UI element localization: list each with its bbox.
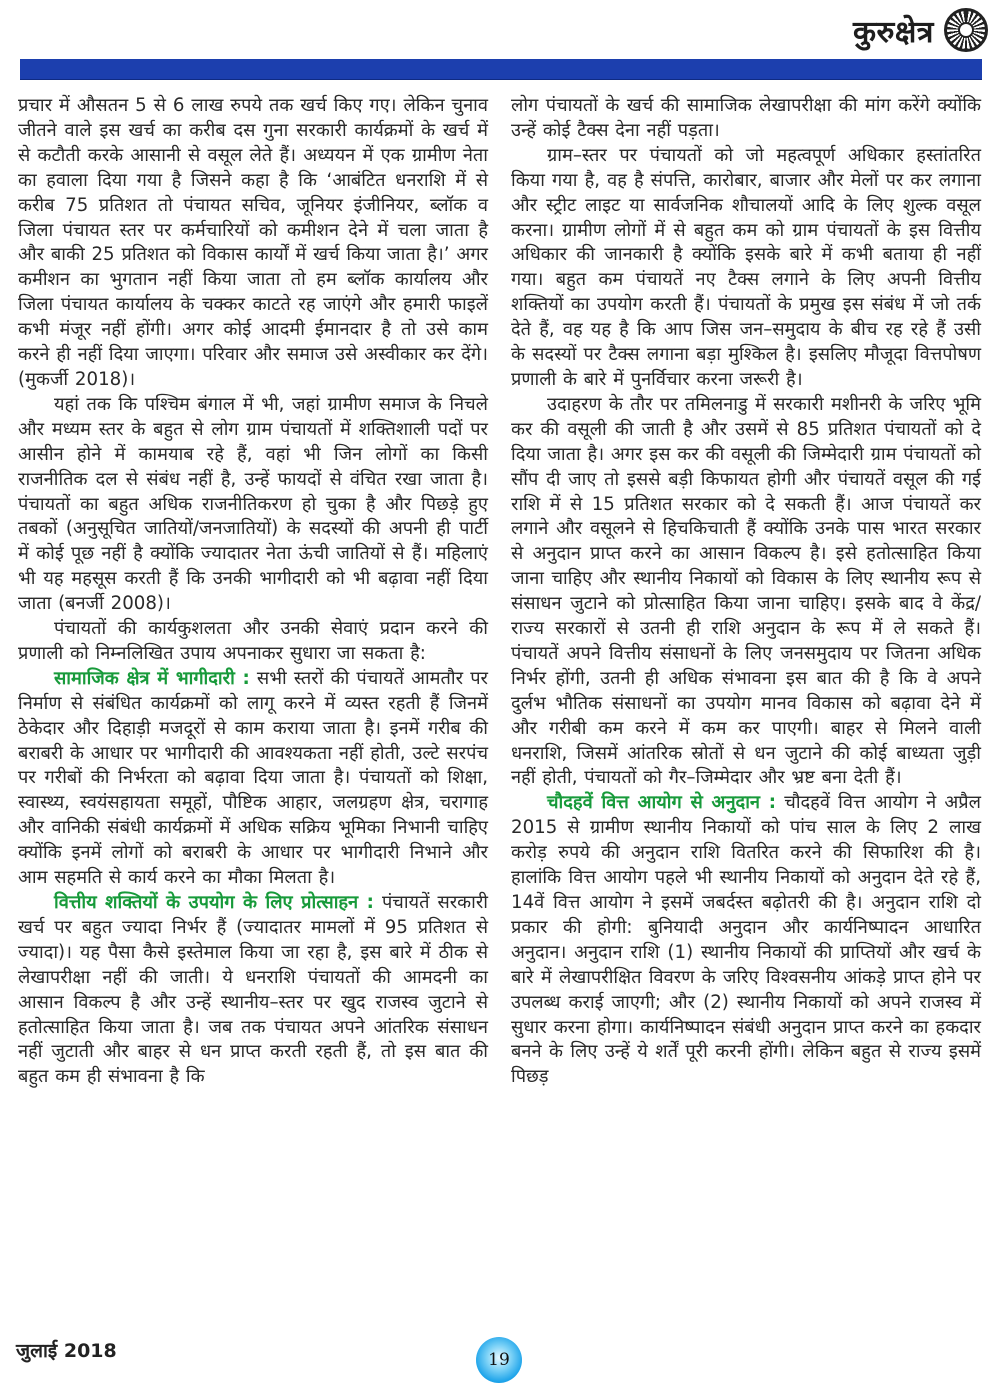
- issue-date: जुलाई 2018: [16, 1340, 117, 1362]
- paragraph-body: पंचायतें सरकारी खर्च पर बहुत ज्यादा निर्भर हैं (ज्यादातर मामलों में 95 प्रतिशत से ज्यादा)। यह पैसा कैसे इस्तेमाल किया जा रहा है, इस बारे में ठीक से लेखापरीक्षा नहीं की जाती। ये धनराशि पंचायतों की आमदनी का आसान विकल्प है और उन्हें स्थानीय–स्तर पर खुद राजस्व जुटाने से हतोत्साहित किया जाता है। जब तक पंचायत अपने आंतरिक संसाधन नहीं जुटाती और बाहर से धन प्राप्त करती रहती हैं, तो इस बात की बहुत कम ही संभावना है कि: [18, 892, 489, 1088]
- paragraph: उदाहरण के तौर पर तमिलनाडु में सरकारी मशीनरी के जरिए भूमि कर की वसूली की जाती है और उसमें से 85 प्रतिशत पंचायतों को दे दिया जाता है। अगर इस कर की वसूली की जिम्मेदारी ग्राम पंचायतों को सौंप दी जाए तो इससे बड़ी किफायत होगी और पंचायतें वसूल की गई राशि में से 15 प्रतिशत सरकार को दे सकती हैं। आज पंचायतें कर लगाने और वसूलने से हिचकिचाती हैं क्योंकि उनके पास भारत सरकार से अनुदान प्राप्त करने का आसान विकल्प है। इसे हतोत्साहित किया जाना चाहिए और स्थानीय निकायों को विकास के लिए स्थानीय रूप से संसाधन जुटाने को प्रोत्साहित किया जाना चाहिए। इसके बाद वे केंद्र/राज्य सरकारों से उतनी ही राशि अनुदान के रूप में ले सकते हैं। पंचायतें अपने वित्तीय संसाधनों के लिए जनसमुदाय पर जितना अधिक निर्भर होंगी, उतनी ही अधिक संभावना इस बात की है कि वे अपने दुर्लभ भौतिक संसाधनों का उपयोग मानव विकास को बढ़ावा देने में और गरीबी कम करने में कम कर पाएगी। बाहर से मिलने वाली धनराशि, जिसमें आंतरिक स्रोतों से धन जुटाने की कोई बाध्यता जुड़ी नहीं होती, पंचायतों को गैर–जिम्मेदार और भ्रष्ट बना देती हैं।: [511, 393, 981, 789]
- masthead: [853, 8, 988, 52]
- section-subheading: सामाजिक क्षेत्र में भागीदारी :: [54, 667, 250, 689]
- section-subheading: चौदहवें वित्त आयोग से अनुदान :: [547, 792, 777, 814]
- paragraph-body: चौदहवें वित्त आयोग ने अप्रैल 2015 से ग्रामीण स्थानीय निकायों को पांच साल के लिए 2 लाख करोड़ रुपये की अनुदान राशि वितरित करने की सिफारिश की है। हालांकि वित्त आयोग पहले भी स्थानीय निकायों को अनुदान देते रहे हैं, 14वें वित्त आयोग ने इसमें जबर्दस्त बढ़ोतरी की है। अनुदान राशि दो प्रकार की होगी: बुनियादी अनुदान और कार्यनिष्पादन आधारित अनुदान। अनुदान राशि (1) स्थानीय निकायों की प्राप्तियों और खर्च के बारे में लेखापरीक्षित विवरण के जरिए विश्वसनीय आंकड़े प्राप्त होने पर उपलब्ध कराई जाएगी; और (2) स्थानीय निकायों को अपने राजस्व में सुधार करना होगा। कार्यनिष्पादन संबंधी अनुदान प्राप्त करने का हकदार बनने के लिए उन्हें ये शर्तें पूरी करनी होंगी। लेकिन बहुत से राज्य इसमें पिछड़: [511, 792, 981, 1088]
- paragraph: यहां तक कि पश्चिम बंगाल में भी, जहां ग्रामीण समाज के निचले और मध्यम स्तर के बहुत से लोग ग्राम पंचायतों में शक्तिशाली पदों पर आसीन होने में कामयाब रहे हैं, वहां भी जिन लोगों का किसी राजनीतिक दल से संबंध नहीं है, उन्हें फायदों से वंचित रखा जाता है। पंचायतों का बहुत अधिक राजनीतिकरण हो चुका है और पिछड़े हुए तबकों (अनुसूचित जातियों/जनजातियों) के सदस्यों की अपनी ही पार्टी में कोई पूछ नहीं है क्योंकि ज्यादातर नेता ऊंची जातियों से हैं। महिलाएं भी यह महसूस करती हैं कि उनकी भागीदारी को भी बढ़ावा नहीं दिया जाता (बनर्जी 2008)।: [18, 393, 488, 615]
- paragraph: ग्राम–स्तर पर पंचायतों को जो महत्वपूर्ण अधिकार हस्तांतरित किया गया है, वह है संपत्ति, कारोबार, बाजार और मेलों पर कर लगाना और स्ट्रीट लाइट या सार्वजनिक शौचालयों आदि के लिए शुल्क वसूल करना। ग्रामीण लोगों में से बहुत कम को ग्राम पंचायतों के इस वित्तीय अधिकार की जानकारी है क्योंकि इसके बारे में कभी बताया ही नहीं गया। बहुत कम पंचायतें नए टैक्स लगाने के लिए अपनी वित्तीय शक्तियों का उपयोग करती हैं। पंचायतों के प्रमुख इस संबंध में जो तर्क देते हैं, वह यह है कि आप जिस जन–समुदाय के बीच रह रहे हैं उसी के सदस्यों पर टैक्स लगाना बड़ा मुश्किल है। इसलिए मौजूदा वित्तपोषण प्रणाली के बारे में पुनर्विचार करना जरूरी है।: [511, 144, 981, 390]
- paragraph: [18, 891, 488, 1090]
- paragraph: प्रचार में औसतन 5 से 6 लाख रुपये तक खर्च किए गए। लेकिन चुनाव जीतने वाले इस खर्च का करीब दस गुना सरकारी कार्यक्रमों के खर्च में से कटौती करके आसानी से वसूल लेते हैं। अध्ययन में एक ग्रामीण नेता का हवाला दिया गया है जिसने कहा है कि ‘आबंटित धनराशि में से करीब 75 प्रतिशत तो पंचायत सचिव, जूनियर इंजीनियर, ब्लॉक व जिला पंचायत स्तर पर कर्मचारियों को कमीशन देने में चला जाता है और बाकी 25 प्रतिशत को विकास कार्यों में खर्च किया जाता है।’ अगर कमीशन का भुगतान नहीं किया जाता तो हम ब्लॉक कार्यालय और जिला पंचायत कार्यालय के चक्कर काटते रह जाएंगे और हमारी फाइलें कभी मंजूर नहीं होंगी। अगर कोई आदमी ईमानदार है तो उसे काम करने ही नहीं दिया जाएगा। परिवार और समाज उसे अस्वीकार कर देंगे। (मुकर्जी 2018)।: [18, 95, 488, 390]
- magazine-title: कुरुक्षेत्र: [852, 14, 934, 50]
- paragraph: लोग पंचायतों के खर्च की सामाजिक लेखापरीक्षा की मांग करेंगे क्योंकि उन्हें कोई टैक्स देना नहीं पड़ता।: [511, 95, 981, 141]
- paragraph: [511, 791, 981, 1090]
- right-column: [511, 94, 981, 1090]
- header-bar: [20, 59, 982, 80]
- page-number-badge: 19: [476, 1337, 522, 1383]
- circular-emblem-icon: [944, 8, 988, 52]
- section-subheading: वित्तीय शक्तियों के उपयोग के लिए प्रोत्साहन :: [54, 892, 374, 913]
- left-column: [18, 94, 488, 1090]
- paragraph: [18, 667, 488, 891]
- paragraph-body: सभी स्तरों की पंचायतें आमतौर पर निर्माण से संबंधित कार्यक्रमों को लागू करने में व्यस्त रहती हैं जिनमें ठेकेदार और दिहाड़ी मजदूरों से काम कराया जाता है। इनमें गरीब की बराबरी के आधार पर भागीदारी की आवश्यकता नहीं होती, उल्टे सरपंच पर गरीबों की निर्भरता को बढ़ावा दिया जाता है। पंचायतों को शिक्षा, स्वास्थ्य, स्वयंसहायता समूहों, पौष्टिक आहार, जलग्रहण क्षेत्र, चरागाह और वानिकी संबंधी कार्यक्रमों में अधिक सक्रिय भूमिका निभानी चाहिए क्योंकि इनमें लोगों को बराबरी के आधार पर भागीदारी निभाने और आम सहमति से कार्य करने का मौका मिलता है।: [18, 667, 488, 889]
- paragraph: पंचायतों की कार्यकुशलता और उनकी सेवाएं प्रदान करने की प्रणाली को निम्नलिखित उपाय अपनाकर सुधारा जा सकता है:: [18, 618, 488, 664]
